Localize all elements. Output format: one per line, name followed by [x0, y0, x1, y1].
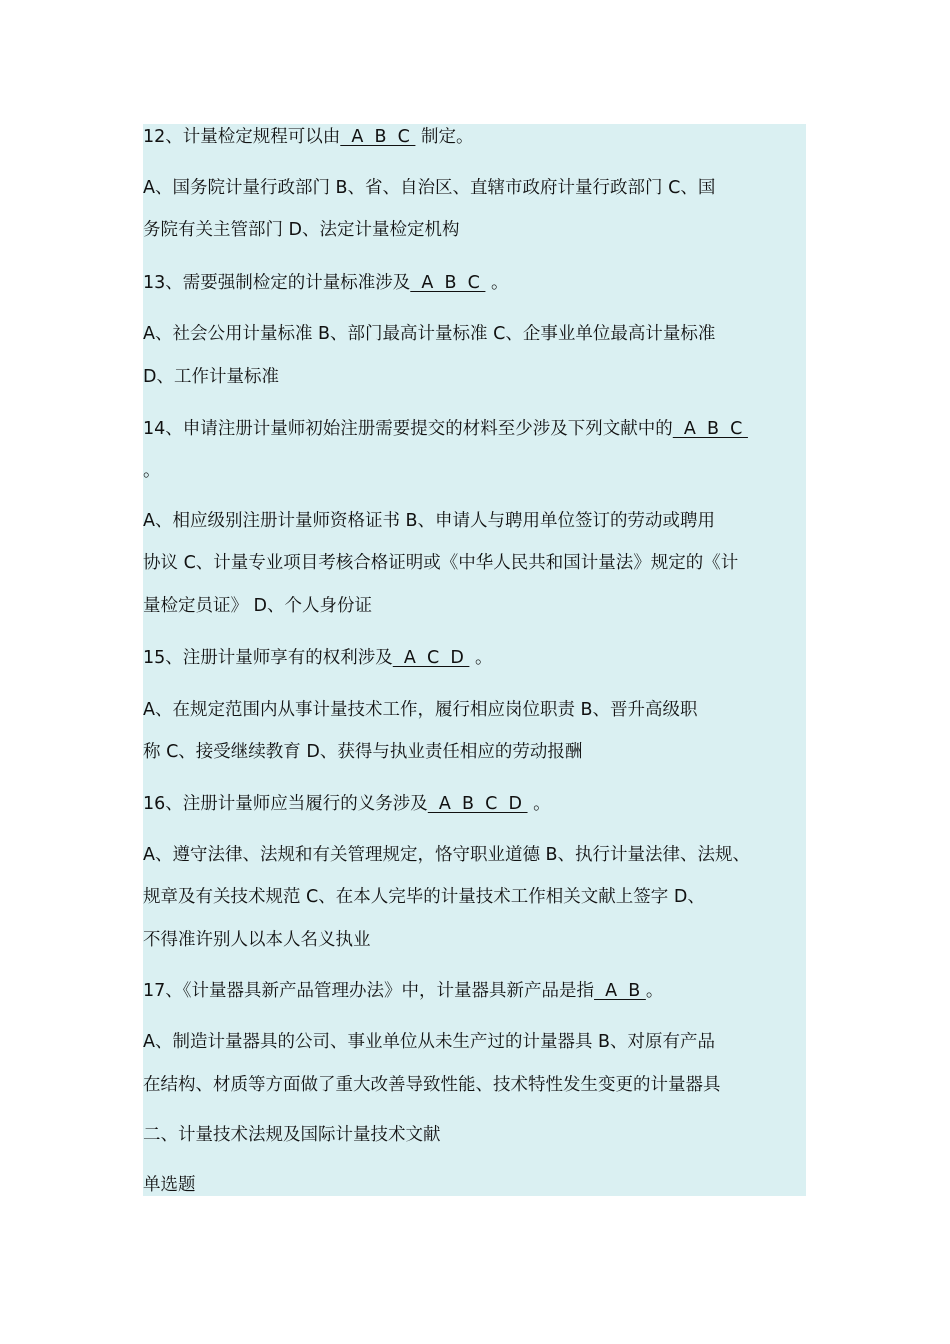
question-text: 16、注册计量师应当履行的义务涉及	[143, 794, 428, 814]
option-line: 称 C、接受继续教育 D、获得与执业责任相应的劳动报酬	[143, 742, 583, 762]
question-suffix: 。	[645, 981, 664, 1001]
option-line: A、社会公用计量标准 B、部门最高计量标准 C、企事业单位最高计量标准	[143, 324, 716, 344]
section-heading: 二、计量技术法规及国际计量技术文献	[143, 1125, 441, 1145]
answer-blank: A C D	[392, 648, 470, 668]
answer-blank: A B C	[410, 273, 486, 293]
option-line: 不得准许别人以本人名义执业	[143, 930, 371, 950]
option-line: 量检定员证》 D、个人身份证	[143, 596, 373, 616]
answer-blank: A B C	[672, 419, 748, 439]
option-line: A、国务院计量行政部门 B、省、自治区、直辖市政府计量行政部门 C、国	[143, 178, 716, 198]
question-suffix: 制定。	[415, 127, 474, 147]
option-line: 协议 C、计量专业项目考核合格证明或《中华人民共和国计量法》规定的《计	[143, 553, 739, 573]
question-17	[143, 980, 663, 1002]
answer-blank: A B C	[340, 127, 416, 147]
question-suffix: 。	[469, 648, 493, 668]
question-text: 17、《计量器具新产品管理办法》中，计量器具新产品是指	[143, 981, 595, 1001]
question-text: 12、计量检定规程可以由	[143, 127, 341, 147]
question-suffix: 。	[527, 794, 551, 814]
question-text: 13、需要强制检定的计量标准涉及	[143, 273, 411, 293]
option-line: A、相应级别注册计量师资格证书 B、申请人与聘用单位签订的劳动或聘用	[143, 511, 716, 531]
question-text: 14、申请注册计量师初始注册需要提交的材料至少涉及下列文献中的	[143, 419, 673, 439]
option-line: 在结构、材质等方面做了重大改善导致性能、技术特性发生变更的计量器具	[143, 1075, 721, 1095]
option-line: A、遵守法律、法规和有关管理规定，恪守职业道德 B、执行计量法律、法规、	[143, 845, 751, 865]
question-suffix: 。	[485, 273, 509, 293]
document-body	[143, 124, 806, 1196]
question-15	[143, 647, 492, 669]
question-13	[143, 272, 509, 294]
question-16	[143, 793, 551, 815]
option-line: 务院有关主管部门 D、法定计量检定机构	[143, 220, 460, 240]
subsection-heading: 单选题	[143, 1175, 196, 1195]
answer-blank: A B C D	[427, 794, 528, 814]
question-text: 15、注册计量师享有的权利涉及	[143, 648, 393, 668]
option-line: D、工作计量标准	[143, 367, 279, 387]
question-suffix: 。	[143, 461, 161, 481]
option-line: 规章及有关技术规范 C、在本人完毕的计量技术工作相关文献上签字 D、	[143, 887, 705, 907]
answer-blank: A B	[594, 981, 646, 1001]
question-14	[143, 418, 748, 440]
option-line: A、制造计量器具的公司、事业单位从未生产过的计量器具 B、对原有产品	[143, 1032, 716, 1052]
question-12	[143, 126, 474, 148]
option-line: A、在规定范围内从事计量技术工作，履行相应岗位职责 B、晋升高级职	[143, 700, 698, 720]
